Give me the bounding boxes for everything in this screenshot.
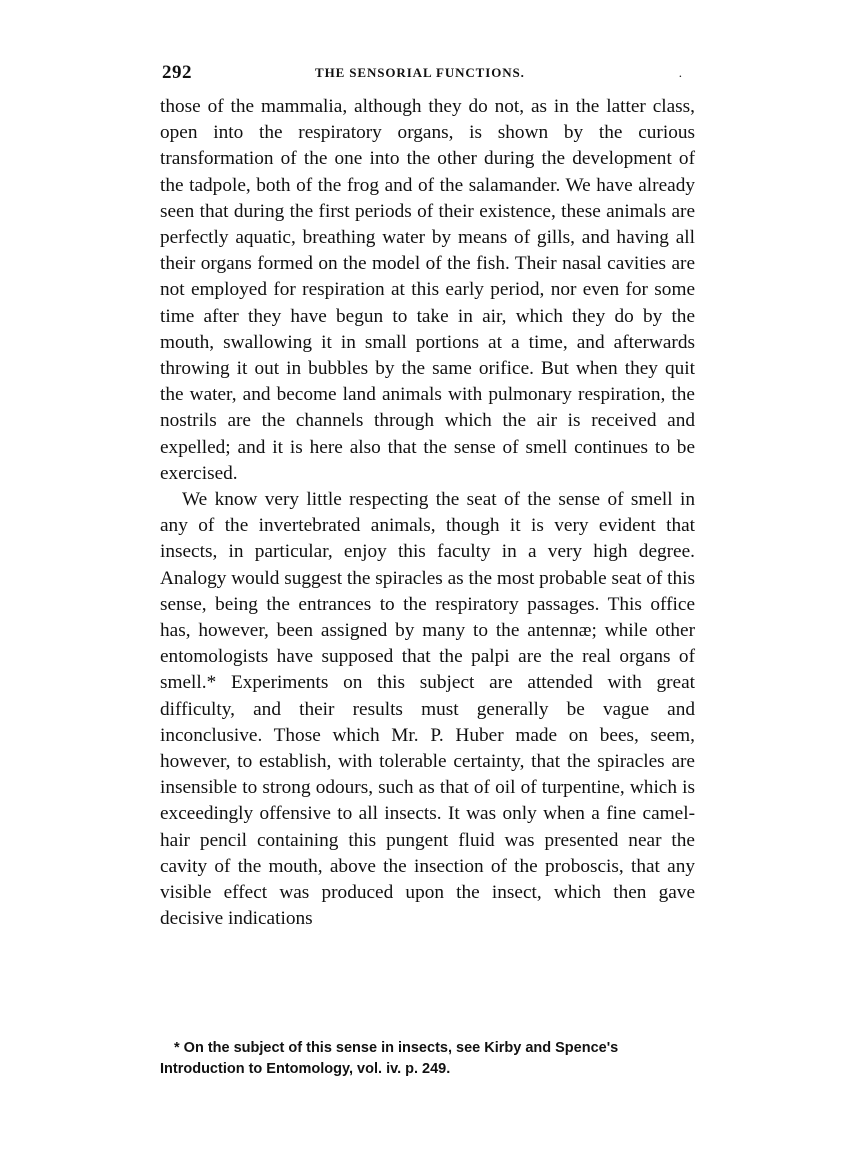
body-text (160, 94, 695, 933)
footnote: * On the subject of this sense in insects, see Kirby and Spence's Introduction to Entomology, vol. iv. p. 249. (160, 1040, 619, 1077)
paragraph-invertebrate-smell: We know very little respecting the seat of the sense of smell in any of the invertebrated animals, though it is very evident that insects, in particular, enjoy this faculty in a very high degree. Analogy would suggest the spiracles as the most probable seat of this sense, being the entrances to the respiratory passages. This office has, however, been assigned by many to the antennæ; while other entomologists have supposed that the palpi are the real organs of smell.* Experiments on this subject are attended with great difficulty, and their results must generally be vague and inconclusive. Those which Mr. P. Huber made on bees, seem, however, to establish, with tolerable certainty, that the spiracles are insensible to strong odours, such as that of oil of turpentine, which is exceedingly offensive to all insects. It was only when a fine camel-hair pencil containing this pungent fluid was presented near the cavity of the mouth, above the insection of the proboscis, that any visible effect was produced upon the insect, which then gave decisive indications (160, 489, 695, 930)
running-title: THE SENSORIAL FUNCTIONS. (315, 65, 525, 80)
paragraph-continued: those of the mammalia, although they do not, as in the latter class, open into the respiratory organs, is shown by the curious transformation of the one into the other during the development of the tadpole, both of the frog and of the salamander. We have already seen that during the first periods of their existence, these animals are perfectly aquatic, breathing water by means of gills, and having all their organs formed on the model of the fish. Their nasal cavities are not employed for respiration at this early period, nor even for some time after they have begun to take in air, which they do by the mouth, swallowing it in small portions at a time, and afterwards throwing it out in bubbles by the same orifice. But when they quit the water, and become land animals with pulmonary respiration, the nostrils are the channels through which the air is received and expelled; and it is here also that the sense of smell continues to be exercised. (160, 96, 695, 484)
header-mark: . (678, 65, 682, 80)
running-head (160, 62, 690, 86)
page-number: 292 (162, 62, 192, 83)
